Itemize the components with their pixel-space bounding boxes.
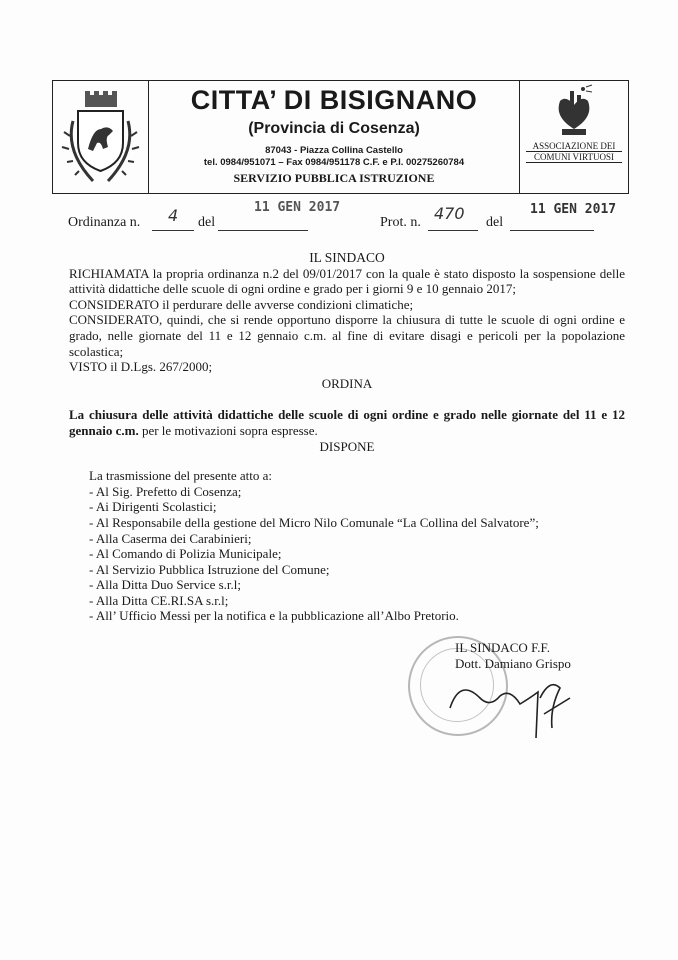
city-title: CITTA’ DI BISIGNANO: [190, 85, 478, 115]
virtuous-towns-logo-icon: [520, 81, 628, 141]
association-line-1: ASSOCIAZIONE DEI: [526, 141, 622, 152]
protocol-date-stamp: 11 GEN 2017: [530, 202, 617, 217]
coat-of-arms: [53, 81, 149, 193]
ordinance-date-stamp: 11 GEN 2017: [254, 200, 341, 215]
recipient-item: - Al Responsabile della gestione del Micro Nilo Comunale “La Collina del Salvatore”;: [89, 514, 539, 530]
order-paragraph: [69, 407, 625, 438]
province-label: (Provincia di Cosenza): [248, 120, 420, 137]
letterhead: [52, 80, 629, 194]
ordinance-body: [69, 250, 625, 624]
signatory-title: IL SINDACO F.F.: [455, 640, 550, 655]
recipient-item: - Alla Ditta CE.RI.SA s.r.l;: [89, 592, 229, 608]
address-block: [149, 145, 519, 169]
recipient-item: - Al Comando di Polizia Municipale;: [89, 546, 282, 562]
ordinance-label: Ordinanza n.: [68, 215, 141, 230]
recipient-item: - All’ Ufficio Messi per la notifica e la pubblicazione all’Albo Pretorio.: [89, 608, 459, 624]
mayor-heading: IL SINDACO: [309, 250, 385, 265]
association-line-2: COMUNI VIRTUOSI: [526, 152, 622, 163]
recipients-list: [89, 484, 625, 624]
richiamata-paragraph: RICHIAMATA la propria ordinanza n.2 del 09/01/2017 con la quale è stato disposto la sospensione delle attività didattiche delle scuole di ogni ordine e grado per i giorni 9 e 10 gennaio 2017;: [69, 265, 625, 297]
recipient-item: - Ai Dirigenti Scolastici;: [89, 499, 217, 515]
order-bold-text: La chiusura delle attività didattiche delle scuole di ogni ordine e grado nelle giornate del 11 e 12 gennaio c.m.: [69, 407, 625, 438]
recipient-item: - Al Servizio Pubblica Istruzione del Comune;: [89, 561, 330, 577]
ordina-heading: ORDINA: [321, 375, 373, 391]
considerato-paragraph-1: CONSIDERATO il perdurare delle avverse condizioni climatiche;: [69, 296, 414, 312]
protocol-label: Prot. n.: [380, 215, 421, 230]
recipient-item: - Al Sig. Prefetto di Cosenza;: [89, 483, 242, 499]
transmission-intro: La trasmissione del presente atto a:: [89, 468, 273, 484]
association-logo: [519, 81, 628, 193]
address-line: 87043 - Piazza Collina Castello: [265, 145, 403, 156]
considerato-paragraph-2: CONSIDERATO, quindi, che si rende opportuno disporre la chiusura di tutte le scuole di ogni ordine e grado, nelle giornate del 11 e 12 gennaio c.m. al fine di evitare disagi e pericoli per la popolazione scolastica;: [69, 312, 625, 359]
dispone-heading: DISPONE: [319, 438, 375, 454]
protocol-number: 470: [434, 204, 465, 223]
service-name: SERVIZIO PUBBLICA ISTRUZIONE: [233, 171, 435, 185]
association-text: [520, 141, 628, 163]
ordinance-date-field: [218, 214, 308, 231]
protocol-date-label: del: [486, 215, 504, 230]
ordinance-reference-line: [68, 200, 628, 236]
recipient-item: - Alla Ditta Duo Service s.r.l;: [89, 577, 242, 593]
visto-paragraph: VISTO il D.Lgs. 267/2000;: [69, 359, 213, 375]
ordinance-date-label: del: [198, 215, 216, 230]
handwritten-signature: [440, 668, 590, 748]
contacts-line: tel. 0984/951071 – Fax 0984/951178 C.F. e P.I. 00275260784: [203, 157, 465, 168]
letterhead-text: [149, 81, 519, 193]
recipient-item: - Alla Caserma dei Carabinieri;: [89, 530, 252, 546]
order-rest-text: per le motivazioni sopra espresse.: [138, 422, 318, 438]
ordinance-number: 4: [168, 206, 179, 225]
signatory-name: Dott. Damiano Grispo: [455, 656, 571, 671]
coat-of-arms-icon: [53, 81, 148, 193]
